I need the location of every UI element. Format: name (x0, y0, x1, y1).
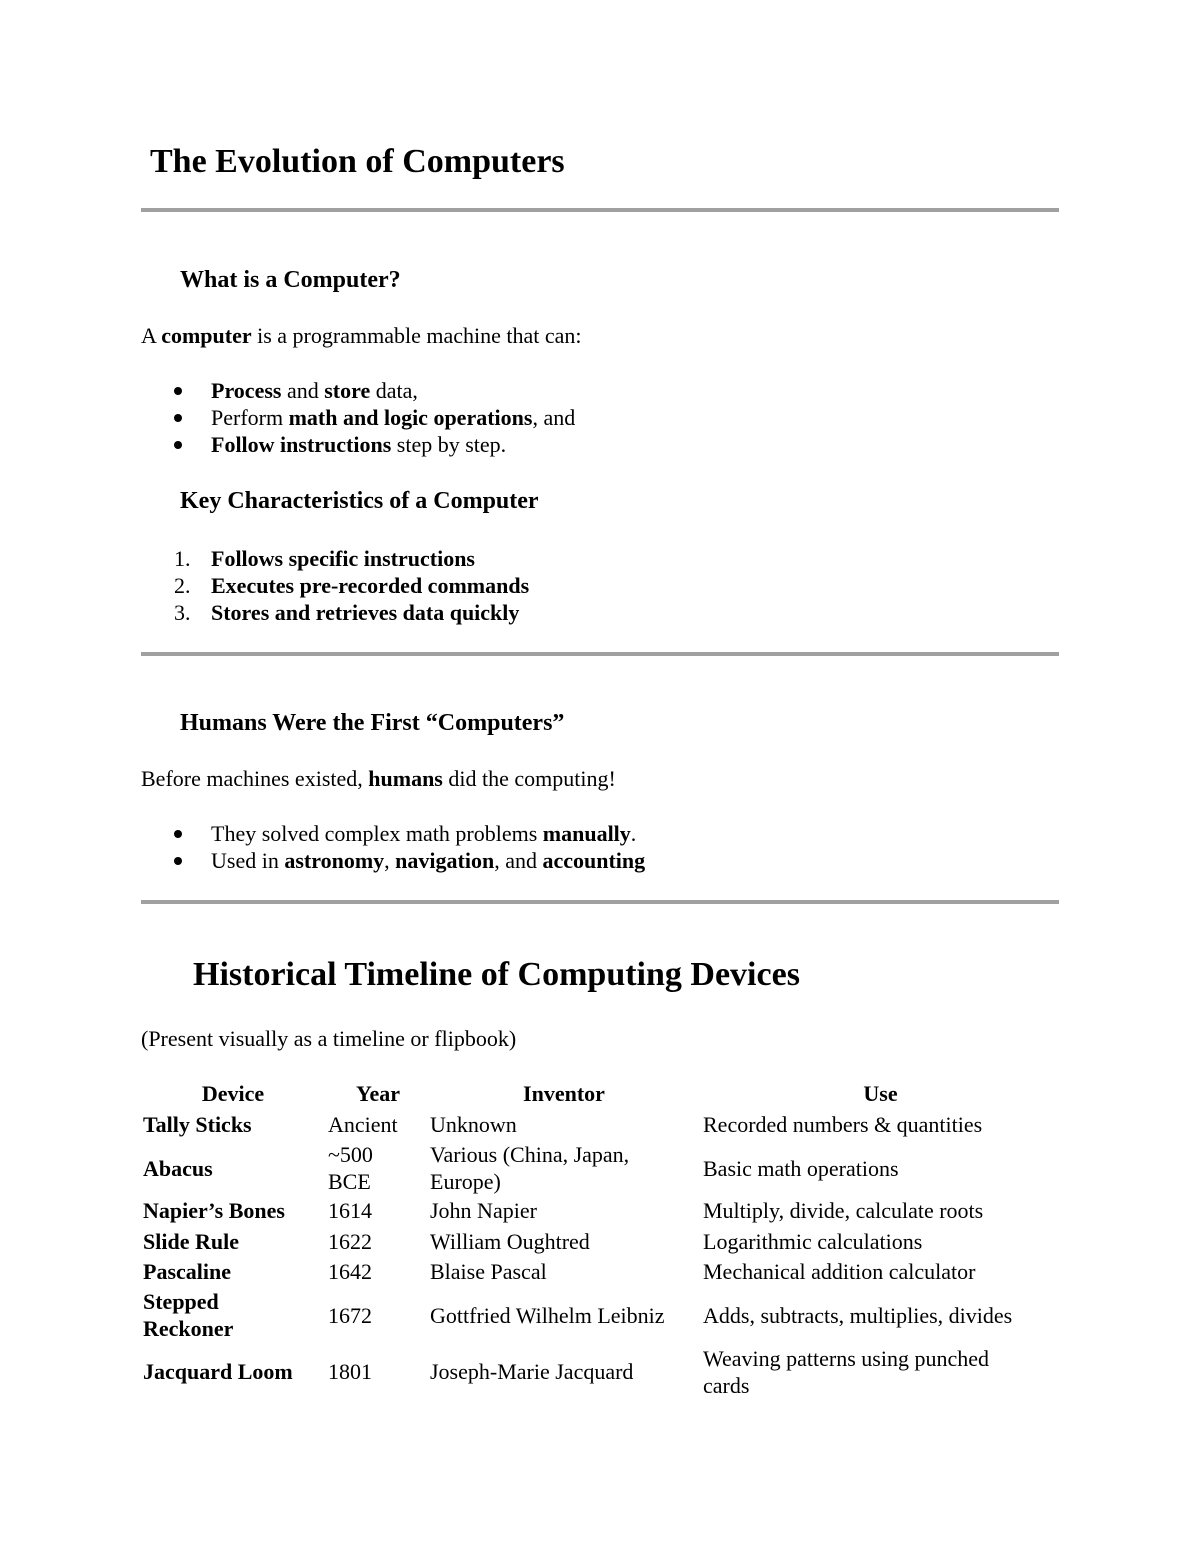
list-item (211, 820, 636, 847)
text-run: . (630, 821, 637, 846)
text-run: did the computing! (442, 766, 616, 791)
table-cell-inventor: Various (China, Japan, Europe) (430, 1142, 630, 1194)
horizontal-rule (141, 900, 1059, 904)
text-run: step by step. (391, 432, 507, 457)
list-number: 2. (174, 573, 191, 598)
horizontal-rule (141, 652, 1059, 656)
table-cell-inventor: Blaise Pascal (430, 1259, 547, 1284)
list-item: Executes pre-recorded commands (211, 573, 530, 598)
section-heading-what-is-computer: What is a Computer? (180, 267, 401, 293)
list-item: Follows specific instructions (211, 546, 475, 571)
table-cell-year: 1622 (328, 1229, 372, 1254)
table-header-inventor: Inventor (523, 1081, 605, 1106)
table-cell-use: Recorded numbers & quantities (703, 1112, 983, 1137)
table-cell-use: Multiply, divide, calculate roots (703, 1198, 984, 1223)
intro-paragraph (141, 322, 581, 349)
text-run-bold: Follow instructions (211, 432, 392, 457)
text-run: They solved complex math problems (211, 821, 543, 846)
text-run-bold: manually (542, 821, 631, 846)
list-item (211, 847, 645, 874)
table-cell-year: ~500 BCE (328, 1142, 373, 1194)
list-item: Stores and retrieves data quickly (211, 600, 520, 625)
section-heading-timeline: Historical Timeline of Computing Devices (193, 956, 800, 993)
text-run-bold: computer (161, 323, 252, 348)
table-cell-year: 1801 (328, 1359, 372, 1384)
table-cell-inventor: Joseph-Marie Jacquard (430, 1359, 634, 1384)
table-cell-use: Weaving patterns using punched cards (703, 1346, 989, 1398)
table-header-device: Device (201, 1081, 265, 1106)
section-heading-key-characteristics: Key Characteristics of a Computer (180, 488, 539, 514)
text-run: , and (532, 405, 576, 430)
text-run: and (281, 378, 325, 403)
table-cell-device: Pascaline (143, 1259, 231, 1284)
text-run-bold: humans (368, 766, 443, 791)
table-cell-use: Logarithmic calculations (703, 1229, 923, 1254)
list-number: 3. (174, 600, 191, 625)
bullet-icon (174, 414, 182, 422)
text-run: is a programmable machine that can: (251, 323, 582, 348)
section-heading-humans-first: Humans Were the First “Computers” (180, 710, 565, 736)
table-cell-inventor: William Oughtred (430, 1229, 590, 1254)
table-cell-year: 1614 (328, 1198, 372, 1223)
text-run: A (141, 323, 162, 348)
text-run: data, (370, 378, 418, 403)
text-run-bold: Process (211, 378, 282, 403)
text-run-bold: store (324, 378, 371, 403)
table-cell-device: Napier’s Bones (143, 1198, 285, 1223)
bullet-icon (174, 830, 182, 838)
table-header-use: Use (863, 1081, 898, 1106)
text-run-bold: math and logic operations (288, 405, 533, 430)
table-cell-inventor: Gottfried Wilhelm Leibniz (430, 1303, 665, 1328)
table-cell-use: Mechanical addition calculator (703, 1259, 976, 1284)
list-item (211, 377, 418, 404)
text-run-bold: navigation (395, 848, 495, 873)
table-cell-device: Jacquard Loom (143, 1359, 293, 1384)
text-run: , and (494, 848, 543, 873)
table-cell-device: Abacus (143, 1156, 213, 1181)
list-item (211, 431, 506, 458)
table-cell-use: Adds, subtracts, multiplies, divides (703, 1303, 1013, 1328)
text-run-bold: accounting (542, 848, 646, 873)
text-run: Used in (211, 848, 285, 873)
list-number: 1. (174, 546, 191, 571)
table-header-year: Year (356, 1081, 400, 1106)
table-cell-year: Ancient (328, 1112, 398, 1137)
text-run: , (384, 848, 396, 873)
table-cell-device: Slide Rule (143, 1229, 239, 1254)
table-cell-device: Tally Sticks (143, 1112, 252, 1137)
table-cell-inventor: John Napier (430, 1198, 537, 1223)
note-text: (Present visually as a timeline or flipbook) (141, 1026, 517, 1051)
table-cell-device: Stepped Reckoner (143, 1289, 234, 1341)
bullet-icon (174, 441, 182, 449)
table-cell-year: 1672 (328, 1303, 372, 1328)
list-item (211, 404, 575, 431)
table-cell-use: Basic math operations (703, 1156, 899, 1181)
horizontal-rule (141, 208, 1059, 212)
bullet-icon (174, 857, 182, 865)
table-cell-inventor: Unknown (430, 1112, 517, 1137)
bullet-icon (174, 387, 182, 395)
page-title: The Evolution of Computers (150, 143, 565, 180)
text-run: Perform (211, 405, 289, 430)
text-run-bold: astronomy (284, 848, 385, 873)
intro-paragraph (141, 765, 616, 792)
table-cell-year: 1642 (328, 1259, 372, 1284)
text-run: Before machines existed, (141, 766, 369, 791)
